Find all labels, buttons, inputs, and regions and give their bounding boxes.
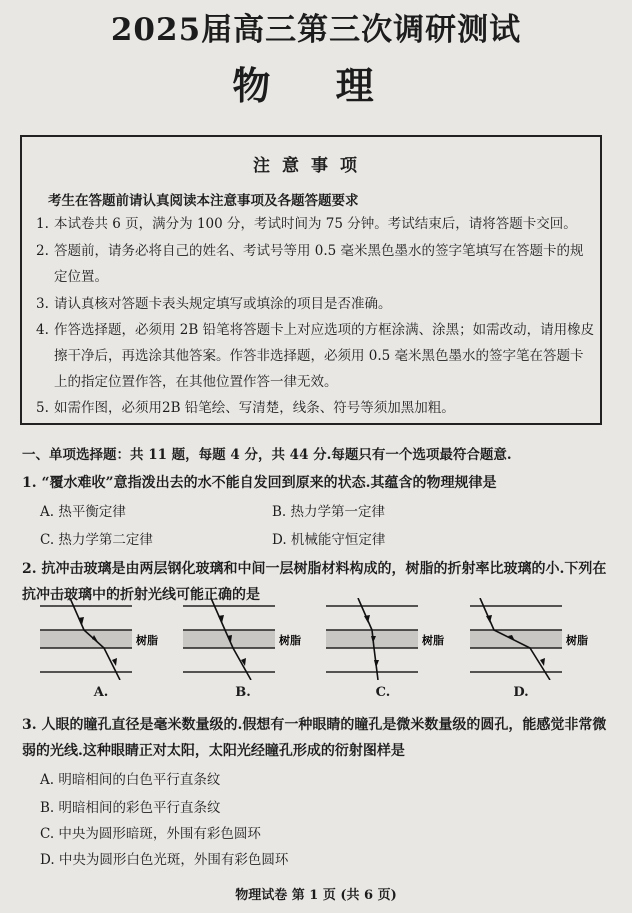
question-1-option-d: D. 机械能守恒定律 (272, 532, 386, 548)
notice-item (36, 238, 596, 290)
notice-item (36, 317, 596, 395)
notice-item-text: 本试卷共 6 页，满分为 100 分，考试时间为 75 分钟。考试结束后，请将答题卡交回。 (54, 216, 577, 232)
resin-label: 树脂 (566, 634, 588, 647)
notice-item (36, 395, 596, 421)
notice-item (36, 291, 596, 317)
refraction-diagram-a (40, 598, 160, 680)
question-1-option-a: A. 热平衡定律 (40, 504, 126, 520)
notice-item-number: 5. (36, 400, 49, 416)
resin-label: 树脂 (136, 634, 158, 647)
notice-item-number: 1. (36, 216, 49, 232)
refraction-diagram-b (183, 598, 303, 680)
question-3-option-d: D. 中央为圆形白色光斑，外围有彩色圆环 (40, 852, 289, 868)
notice-intro: 考生在答题前请认真阅读本注意事项及各题答题要求 (48, 193, 359, 209)
question-3-option-a: A. 明暗相间的白色平行直条纹 (40, 772, 221, 788)
notice-item-text: 如需作图，必须用2B 铅笔绘、写清楚，线条、符号等须加黑加粗。 (54, 400, 455, 416)
diagram-b-label: B. (235, 685, 251, 700)
page-footer: 物理试卷 第 1 页 (共 6 页) (235, 888, 397, 903)
notice-box (20, 135, 602, 425)
question-3-option-c: C. 中央为圆形暗斑，外围有彩色圆环 (40, 826, 261, 842)
question-1-stem: 1. “覆水难收”意指泼出去的水不能自发回到原来的状态.其蕴含的物理规律是 (22, 475, 497, 491)
question-2-stem: 2. 抗冲击玻璃是由两层钢化玻璃和中间一层树脂材料构成的，树脂的折射率比玻璃的小.下列在抗冲击玻璃中的折射光线可能正确的是 (22, 561, 607, 603)
notice-item-text: 作答选择题，必须用 2B 铅笔将答题卡上对应选项的方框涂满、涂黑；如需改动，请用橡皮擦干净后，再选涂其他答案。作答非选择题，必须用 0.5 毫米黑色墨水的签字笔在答题卡上的指定位置作答，在其他位置作答一律无效。 (54, 322, 595, 390)
notice-item-text: 答题前，请务必将自己的姓名、考试号等用 0.5 毫米黑色墨水的签字笔填写在答题卡的规定位置。 (54, 243, 584, 285)
diagram-c-label: C. (375, 685, 391, 700)
refraction-diagram-d (470, 598, 590, 680)
notice-heading: 注意事项 (253, 156, 369, 176)
question-1-option-b: B. 热力学第一定律 (272, 504, 386, 520)
notice-item-number: 4. (36, 322, 49, 338)
subject-title: 物 理 (232, 63, 400, 108)
question-1-option-c: C. 热力学第二定律 (40, 532, 153, 548)
notice-item-text: 请认真核对答题卡表头规定填写或填涂的项目是否准确。 (54, 296, 392, 312)
diagram-d-label: D. (513, 685, 529, 700)
question-3-stem: 3. 人眼的瞳孔直径是毫米数量级的.假想有一种眼睛的瞳孔是微米数量级的圆孔，能感觉非常微弱的光线.这种眼睛正对太阳，太阳光经瞳孔形成的衍射图样是 (22, 717, 607, 759)
section-heading: 一、单项选择题：共 11 题，每题 4 分，共 44 分.每题只有一个选项最符合题意. (22, 447, 512, 463)
notice-item-number: 2. (36, 243, 49, 259)
resin-label: 树脂 (422, 634, 444, 647)
refraction-diagram-c (326, 598, 446, 680)
notice-item-number: 3. (36, 296, 49, 312)
resin-label: 树脂 (279, 634, 301, 647)
diagram-a-label: A. (93, 685, 109, 700)
notice-item (36, 211, 596, 237)
exam-title: 2025届高三第三次调研测试 (110, 12, 522, 48)
question-3-option-b: B. 明暗相间的彩色平行直条纹 (40, 800, 221, 816)
